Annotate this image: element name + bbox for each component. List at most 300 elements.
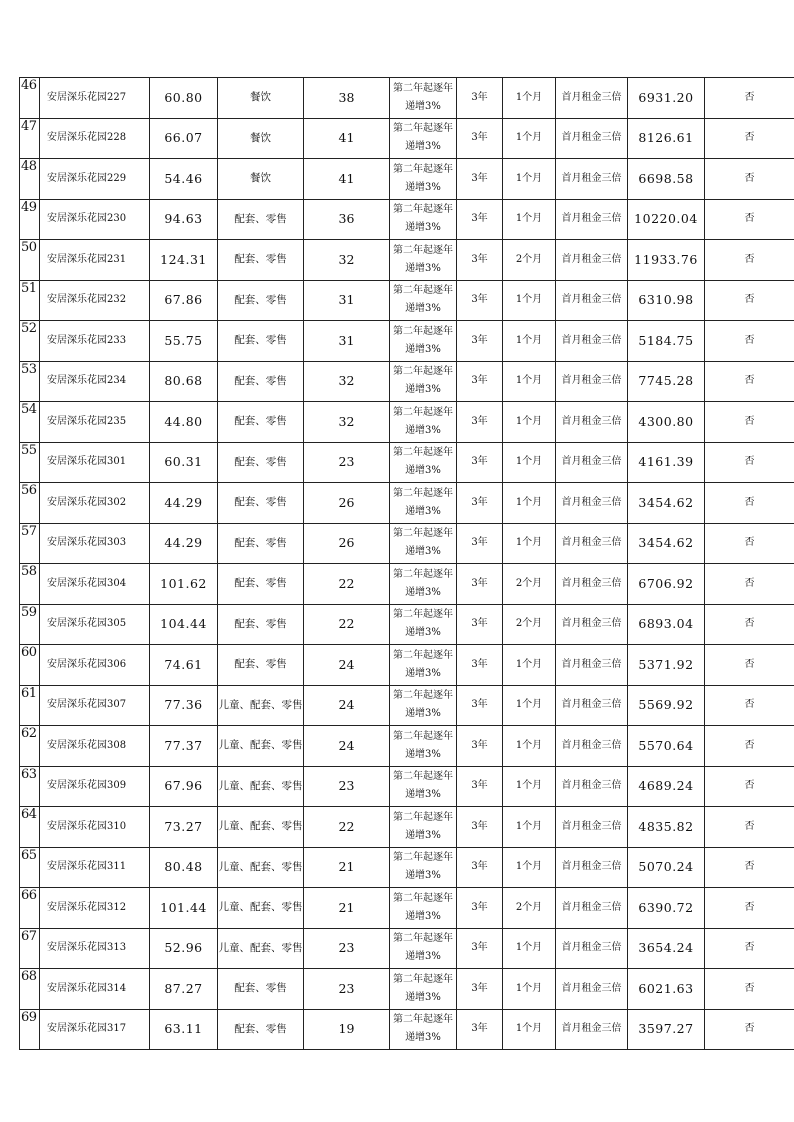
increase-cell bbox=[390, 402, 457, 443]
area-cell: 52.96 bbox=[150, 928, 218, 969]
flag-cell: 否 bbox=[705, 604, 794, 645]
monthly-rent-cell: 3454.62 bbox=[628, 483, 705, 524]
unit-name-cell: 安居深乐花园228 bbox=[40, 118, 150, 159]
monthly-rent-cell: 5070.24 bbox=[628, 847, 705, 888]
increase-line: 第二年起逐年 bbox=[393, 730, 453, 742]
unit-price-cell: 21 bbox=[304, 888, 390, 929]
row-number-cell: 62 bbox=[20, 726, 40, 767]
unit-price-cell: 26 bbox=[304, 483, 390, 524]
unit-name-cell: 安居深乐花园308 bbox=[40, 726, 150, 767]
unit-name-cell: 安居深乐花园231 bbox=[40, 240, 150, 281]
rent-free-cell: 1个月 bbox=[503, 78, 556, 119]
increase-cell bbox=[390, 847, 457, 888]
row-number-cell: 57 bbox=[20, 523, 40, 564]
table-row bbox=[20, 766, 794, 807]
increase-line: 递增3% bbox=[405, 627, 441, 639]
rent-free-cell: 1个月 bbox=[503, 402, 556, 443]
area-cell: 87.27 bbox=[150, 969, 218, 1010]
rent-free-cell: 1个月 bbox=[503, 685, 556, 726]
rent-free-cell: 1个月 bbox=[503, 321, 556, 362]
usage-cell: 儿童、配套、零售 bbox=[218, 928, 304, 969]
table-row bbox=[20, 807, 794, 848]
increase-line: 第二年起逐年 bbox=[393, 649, 453, 661]
deposit-cell: 首月租金三倍 bbox=[556, 240, 628, 281]
increase-line: 第二年起逐年 bbox=[393, 406, 453, 418]
deposit-cell: 首月租金三倍 bbox=[556, 645, 628, 686]
increase-line: 递增3% bbox=[405, 789, 441, 801]
usage-cell: 儿童、配套、零售 bbox=[218, 766, 304, 807]
flag-cell: 否 bbox=[705, 523, 794, 564]
unit-name-cell: 安居深乐花园234 bbox=[40, 361, 150, 402]
usage-cell: 配套、零售 bbox=[218, 523, 304, 564]
flag-cell: 否 bbox=[705, 240, 794, 281]
area-cell: 104.44 bbox=[150, 604, 218, 645]
unit-name-cell: 安居深乐花园311 bbox=[40, 847, 150, 888]
unit-price-cell: 38 bbox=[304, 78, 390, 119]
increase-cell bbox=[390, 523, 457, 564]
increase-line: 第二年起逐年 bbox=[393, 568, 453, 580]
rent-free-cell: 2个月 bbox=[503, 888, 556, 929]
lease-term-cell: 3年 bbox=[457, 280, 503, 321]
rent-free-cell: 1个月 bbox=[503, 928, 556, 969]
increase-line: 递增3% bbox=[405, 181, 441, 193]
table-row bbox=[20, 199, 794, 240]
monthly-rent-cell: 6390.72 bbox=[628, 888, 705, 929]
unit-name-cell: 安居深乐花园227 bbox=[40, 78, 150, 119]
deposit-cell: 首月租金三倍 bbox=[556, 766, 628, 807]
usage-cell: 餐饮 bbox=[218, 159, 304, 200]
increase-line: 第二年起逐年 bbox=[393, 447, 453, 459]
unit-price-cell: 24 bbox=[304, 685, 390, 726]
flag-cell: 否 bbox=[705, 78, 794, 119]
table-row bbox=[20, 888, 794, 929]
flag-cell: 否 bbox=[705, 361, 794, 402]
increase-line: 第二年起逐年 bbox=[393, 244, 453, 256]
table-row bbox=[20, 928, 794, 969]
increase-cell bbox=[390, 159, 457, 200]
unit-price-cell: 36 bbox=[304, 199, 390, 240]
increase-cell bbox=[390, 888, 457, 929]
increase-line: 第二年起逐年 bbox=[393, 366, 453, 378]
lease-term-cell: 3年 bbox=[457, 807, 503, 848]
increase-cell bbox=[390, 280, 457, 321]
unit-price-cell: 22 bbox=[304, 604, 390, 645]
flag-cell: 否 bbox=[705, 726, 794, 767]
row-number-cell: 56 bbox=[20, 483, 40, 524]
area-cell: 44.80 bbox=[150, 402, 218, 443]
usage-cell: 配套、零售 bbox=[218, 240, 304, 281]
unit-price-cell: 26 bbox=[304, 523, 390, 564]
area-cell: 101.62 bbox=[150, 564, 218, 605]
increase-line: 递增3% bbox=[405, 586, 441, 598]
increase-line: 第二年起逐年 bbox=[393, 892, 453, 904]
row-number-cell: 50 bbox=[20, 240, 40, 281]
increase-cell bbox=[390, 726, 457, 767]
unit-name-cell: 安居深乐花园304 bbox=[40, 564, 150, 605]
monthly-rent-cell: 6893.04 bbox=[628, 604, 705, 645]
monthly-rent-cell: 5184.75 bbox=[628, 321, 705, 362]
deposit-cell: 首月租金三倍 bbox=[556, 847, 628, 888]
lease-term-cell: 3年 bbox=[457, 564, 503, 605]
monthly-rent-cell: 8126.61 bbox=[628, 118, 705, 159]
deposit-cell: 首月租金三倍 bbox=[556, 726, 628, 767]
unit-price-cell: 24 bbox=[304, 645, 390, 686]
usage-cell: 配套、零售 bbox=[218, 402, 304, 443]
row-number-cell: 47 bbox=[20, 118, 40, 159]
deposit-cell: 首月租金三倍 bbox=[556, 280, 628, 321]
increase-cell bbox=[390, 240, 457, 281]
increase-line: 递增3% bbox=[405, 303, 441, 315]
usage-cell: 配套、零售 bbox=[218, 604, 304, 645]
unit-price-cell: 23 bbox=[304, 928, 390, 969]
lease-term-cell: 3年 bbox=[457, 240, 503, 281]
rent-free-cell: 1个月 bbox=[503, 280, 556, 321]
increase-cell bbox=[390, 361, 457, 402]
unit-price-cell: 23 bbox=[304, 969, 390, 1010]
unit-name-cell: 安居深乐花园307 bbox=[40, 685, 150, 726]
lease-term-cell: 3年 bbox=[457, 199, 503, 240]
area-cell: 80.48 bbox=[150, 847, 218, 888]
increase-cell bbox=[390, 1009, 457, 1050]
increase-line: 第二年起逐年 bbox=[393, 1014, 453, 1026]
deposit-cell: 首月租金三倍 bbox=[556, 928, 628, 969]
lease-term-cell: 3年 bbox=[457, 118, 503, 159]
unit-price-cell: 22 bbox=[304, 807, 390, 848]
area-cell: 77.36 bbox=[150, 685, 218, 726]
flag-cell: 否 bbox=[705, 969, 794, 1010]
increase-line: 递增3% bbox=[405, 910, 441, 922]
unit-name-cell: 安居深乐花园309 bbox=[40, 766, 150, 807]
usage-cell: 配套、零售 bbox=[218, 1009, 304, 1050]
table-row bbox=[20, 78, 794, 119]
deposit-cell: 首月租金三倍 bbox=[556, 564, 628, 605]
usage-cell: 配套、零售 bbox=[218, 969, 304, 1010]
rent-free-cell: 2个月 bbox=[503, 564, 556, 605]
rent-free-cell: 1个月 bbox=[503, 766, 556, 807]
row-number-cell: 46 bbox=[20, 78, 40, 119]
deposit-cell: 首月租金三倍 bbox=[556, 523, 628, 564]
row-number-cell: 59 bbox=[20, 604, 40, 645]
increase-line: 第二年起逐年 bbox=[393, 285, 453, 297]
unit-price-cell: 41 bbox=[304, 118, 390, 159]
flag-cell: 否 bbox=[705, 807, 794, 848]
monthly-rent-cell: 3597.27 bbox=[628, 1009, 705, 1050]
lease-term-cell: 3年 bbox=[457, 321, 503, 362]
increase-line: 第二年起逐年 bbox=[393, 487, 453, 499]
increase-cell bbox=[390, 645, 457, 686]
table-row bbox=[20, 523, 794, 564]
area-cell: 60.31 bbox=[150, 442, 218, 483]
deposit-cell: 首月租金三倍 bbox=[556, 159, 628, 200]
increase-line: 第二年起逐年 bbox=[393, 933, 453, 945]
increase-line: 第二年起逐年 bbox=[393, 973, 453, 985]
increase-line: 递增3% bbox=[405, 262, 441, 274]
table-row bbox=[20, 685, 794, 726]
deposit-cell: 首月租金三倍 bbox=[556, 118, 628, 159]
lease-term-cell: 3年 bbox=[457, 928, 503, 969]
usage-cell: 儿童、配套、零售 bbox=[218, 807, 304, 848]
monthly-rent-cell: 6310.98 bbox=[628, 280, 705, 321]
lease-term-cell: 3年 bbox=[457, 969, 503, 1010]
flag-cell: 否 bbox=[705, 1009, 794, 1050]
rent-free-cell: 1个月 bbox=[503, 1009, 556, 1050]
increase-cell bbox=[390, 78, 457, 119]
unit-name-cell: 安居深乐花园314 bbox=[40, 969, 150, 1010]
flag-cell: 否 bbox=[705, 847, 794, 888]
increase-line: 递增3% bbox=[405, 546, 441, 558]
table-row bbox=[20, 159, 794, 200]
rent-free-cell: 1个月 bbox=[503, 807, 556, 848]
monthly-rent-cell: 6931.20 bbox=[628, 78, 705, 119]
flag-cell: 否 bbox=[705, 766, 794, 807]
unit-price-cell: 32 bbox=[304, 402, 390, 443]
increase-cell bbox=[390, 483, 457, 524]
lease-term-cell: 3年 bbox=[457, 483, 503, 524]
deposit-cell: 首月租金三倍 bbox=[556, 321, 628, 362]
lease-term-cell: 3年 bbox=[457, 604, 503, 645]
flag-cell: 否 bbox=[705, 888, 794, 929]
deposit-cell: 首月租金三倍 bbox=[556, 199, 628, 240]
increase-line: 递增3% bbox=[405, 343, 441, 355]
area-cell: 60.80 bbox=[150, 78, 218, 119]
increase-line: 递增3% bbox=[405, 1032, 441, 1044]
flag-cell: 否 bbox=[705, 483, 794, 524]
deposit-cell: 首月租金三倍 bbox=[556, 969, 628, 1010]
row-number-cell: 49 bbox=[20, 199, 40, 240]
unit-name-cell: 安居深乐花园306 bbox=[40, 645, 150, 686]
increase-line: 第二年起逐年 bbox=[393, 771, 453, 783]
usage-cell: 配套、零售 bbox=[218, 645, 304, 686]
row-number-cell: 48 bbox=[20, 159, 40, 200]
flag-cell: 否 bbox=[705, 564, 794, 605]
rent-free-cell: 1个月 bbox=[503, 159, 556, 200]
unit-name-cell: 安居深乐花园310 bbox=[40, 807, 150, 848]
increase-line: 第二年起逐年 bbox=[393, 690, 453, 702]
flag-cell: 否 bbox=[705, 280, 794, 321]
rent-free-cell: 1个月 bbox=[503, 483, 556, 524]
row-number-cell: 65 bbox=[20, 847, 40, 888]
increase-cell bbox=[390, 807, 457, 848]
rent-free-cell: 1个月 bbox=[503, 199, 556, 240]
usage-cell: 儿童、配套、零售 bbox=[218, 888, 304, 929]
increase-line: 递增3% bbox=[405, 100, 441, 112]
increase-line: 递增3% bbox=[405, 870, 441, 882]
flag-cell: 否 bbox=[705, 928, 794, 969]
lease-term-cell: 3年 bbox=[457, 159, 503, 200]
lease-term-cell: 3年 bbox=[457, 1009, 503, 1050]
table-row bbox=[20, 402, 794, 443]
monthly-rent-cell: 11933.76 bbox=[628, 240, 705, 281]
unit-price-cell: 22 bbox=[304, 564, 390, 605]
table-row bbox=[20, 483, 794, 524]
table-body bbox=[20, 78, 794, 1050]
increase-line: 第二年起逐年 bbox=[393, 852, 453, 864]
lease-term-cell: 3年 bbox=[457, 361, 503, 402]
unit-price-cell: 31 bbox=[304, 321, 390, 362]
row-number-cell: 54 bbox=[20, 402, 40, 443]
unit-price-cell: 19 bbox=[304, 1009, 390, 1050]
lease-term-cell: 3年 bbox=[457, 645, 503, 686]
increase-line: 第二年起逐年 bbox=[393, 325, 453, 337]
rent-free-cell: 1个月 bbox=[503, 847, 556, 888]
increase-cell bbox=[390, 442, 457, 483]
row-number-cell: 55 bbox=[20, 442, 40, 483]
monthly-rent-cell: 5569.92 bbox=[628, 685, 705, 726]
unit-price-cell: 23 bbox=[304, 442, 390, 483]
area-cell: 101.44 bbox=[150, 888, 218, 929]
lease-term-cell: 3年 bbox=[457, 78, 503, 119]
area-cell: 54.46 bbox=[150, 159, 218, 200]
usage-cell: 配套、零售 bbox=[218, 442, 304, 483]
usage-cell: 配套、零售 bbox=[218, 280, 304, 321]
increase-cell bbox=[390, 685, 457, 726]
rent-free-cell: 1个月 bbox=[503, 726, 556, 767]
increase-line: 第二年起逐年 bbox=[393, 163, 453, 175]
table-row bbox=[20, 240, 794, 281]
rent-free-cell: 1个月 bbox=[503, 442, 556, 483]
area-cell: 63.11 bbox=[150, 1009, 218, 1050]
monthly-rent-cell: 5570.64 bbox=[628, 726, 705, 767]
flag-cell: 否 bbox=[705, 321, 794, 362]
table-row bbox=[20, 726, 794, 767]
increase-line: 第二年起逐年 bbox=[393, 528, 453, 540]
unit-price-cell: 41 bbox=[304, 159, 390, 200]
increase-cell bbox=[390, 564, 457, 605]
row-number-cell: 63 bbox=[20, 766, 40, 807]
monthly-rent-cell: 4689.24 bbox=[628, 766, 705, 807]
deposit-cell: 首月租金三倍 bbox=[556, 888, 628, 929]
unit-price-cell: 32 bbox=[304, 361, 390, 402]
increase-line: 第二年起逐年 bbox=[393, 82, 453, 94]
increase-line: 递增3% bbox=[405, 141, 441, 153]
increase-line: 递增3% bbox=[405, 222, 441, 234]
area-cell: 67.96 bbox=[150, 766, 218, 807]
usage-cell: 配套、零售 bbox=[218, 199, 304, 240]
rent-free-cell: 1个月 bbox=[503, 361, 556, 402]
table-row bbox=[20, 969, 794, 1010]
row-number-cell: 52 bbox=[20, 321, 40, 362]
increase-line: 递增3% bbox=[405, 505, 441, 517]
rent-free-cell: 2个月 bbox=[503, 240, 556, 281]
usage-cell: 儿童、配套、零售 bbox=[218, 847, 304, 888]
monthly-rent-cell: 4835.82 bbox=[628, 807, 705, 848]
increase-line: 递增3% bbox=[405, 829, 441, 841]
unit-name-cell: 安居深乐花园232 bbox=[40, 280, 150, 321]
unit-name-cell: 安居深乐花园235 bbox=[40, 402, 150, 443]
rent-free-cell: 1个月 bbox=[503, 645, 556, 686]
area-cell: 80.68 bbox=[150, 361, 218, 402]
increase-line: 第二年起逐年 bbox=[393, 204, 453, 216]
unit-name-cell: 安居深乐花园233 bbox=[40, 321, 150, 362]
monthly-rent-cell: 5371.92 bbox=[628, 645, 705, 686]
flag-cell: 否 bbox=[705, 645, 794, 686]
usage-cell: 儿童、配套、零售 bbox=[218, 685, 304, 726]
increase-line: 第二年起逐年 bbox=[393, 123, 453, 135]
monthly-rent-cell: 3654.24 bbox=[628, 928, 705, 969]
monthly-rent-cell: 6706.92 bbox=[628, 564, 705, 605]
increase-line: 递增3% bbox=[405, 384, 441, 396]
increase-cell bbox=[390, 766, 457, 807]
usage-cell: 餐饮 bbox=[218, 78, 304, 119]
area-cell: 74.61 bbox=[150, 645, 218, 686]
row-number-cell: 64 bbox=[20, 807, 40, 848]
area-cell: 66.07 bbox=[150, 118, 218, 159]
usage-cell: 儿童、配套、零售 bbox=[218, 726, 304, 767]
rental-listing-table bbox=[19, 77, 794, 1050]
flag-cell: 否 bbox=[705, 442, 794, 483]
row-number-cell: 69 bbox=[20, 1009, 40, 1050]
unit-price-cell: 31 bbox=[304, 280, 390, 321]
monthly-rent-cell: 7745.28 bbox=[628, 361, 705, 402]
deposit-cell: 首月租金三倍 bbox=[556, 402, 628, 443]
unit-name-cell: 安居深乐花园229 bbox=[40, 159, 150, 200]
row-number-cell: 68 bbox=[20, 969, 40, 1010]
monthly-rent-cell: 6021.63 bbox=[628, 969, 705, 1010]
increase-line: 递增3% bbox=[405, 951, 441, 963]
row-number-cell: 53 bbox=[20, 361, 40, 402]
row-number-cell: 61 bbox=[20, 685, 40, 726]
area-cell: 73.27 bbox=[150, 807, 218, 848]
area-cell: 55.75 bbox=[150, 321, 218, 362]
table-row bbox=[20, 847, 794, 888]
unit-price-cell: 21 bbox=[304, 847, 390, 888]
rent-free-cell: 1个月 bbox=[503, 969, 556, 1010]
lease-term-cell: 3年 bbox=[457, 888, 503, 929]
unit-name-cell: 安居深乐花园301 bbox=[40, 442, 150, 483]
increase-cell bbox=[390, 118, 457, 159]
monthly-rent-cell: 4300.80 bbox=[628, 402, 705, 443]
usage-cell: 餐饮 bbox=[218, 118, 304, 159]
table-row bbox=[20, 442, 794, 483]
monthly-rent-cell: 4161.39 bbox=[628, 442, 705, 483]
increase-line: 递增3% bbox=[405, 748, 441, 760]
flag-cell: 否 bbox=[705, 685, 794, 726]
unit-name-cell: 安居深乐花园313 bbox=[40, 928, 150, 969]
unit-name-cell: 安居深乐花园230 bbox=[40, 199, 150, 240]
usage-cell: 配套、零售 bbox=[218, 361, 304, 402]
usage-cell: 配套、零售 bbox=[218, 321, 304, 362]
area-cell: 94.63 bbox=[150, 199, 218, 240]
unit-name-cell: 安居深乐花园317 bbox=[40, 1009, 150, 1050]
increase-cell bbox=[390, 928, 457, 969]
table-row bbox=[20, 118, 794, 159]
increase-cell bbox=[390, 321, 457, 362]
unit-name-cell: 安居深乐花园302 bbox=[40, 483, 150, 524]
area-cell: 124.31 bbox=[150, 240, 218, 281]
deposit-cell: 首月租金三倍 bbox=[556, 604, 628, 645]
flag-cell: 否 bbox=[705, 199, 794, 240]
area-cell: 44.29 bbox=[150, 523, 218, 564]
lease-term-cell: 3年 bbox=[457, 766, 503, 807]
monthly-rent-cell: 3454.62 bbox=[628, 523, 705, 564]
deposit-cell: 首月租金三倍 bbox=[556, 78, 628, 119]
table-row bbox=[20, 604, 794, 645]
flag-cell: 否 bbox=[705, 118, 794, 159]
increase-line: 第二年起逐年 bbox=[393, 609, 453, 621]
deposit-cell: 首月租金三倍 bbox=[556, 807, 628, 848]
lease-term-cell: 3年 bbox=[457, 685, 503, 726]
unit-name-cell: 安居深乐花园303 bbox=[40, 523, 150, 564]
rent-free-cell: 1个月 bbox=[503, 118, 556, 159]
lease-term-cell: 3年 bbox=[457, 442, 503, 483]
area-cell: 67.86 bbox=[150, 280, 218, 321]
unit-price-cell: 24 bbox=[304, 726, 390, 767]
increase-cell bbox=[390, 969, 457, 1010]
flag-cell: 否 bbox=[705, 402, 794, 443]
row-number-cell: 51 bbox=[20, 280, 40, 321]
monthly-rent-cell: 10220.04 bbox=[628, 199, 705, 240]
increase-line: 第二年起逐年 bbox=[393, 811, 453, 823]
